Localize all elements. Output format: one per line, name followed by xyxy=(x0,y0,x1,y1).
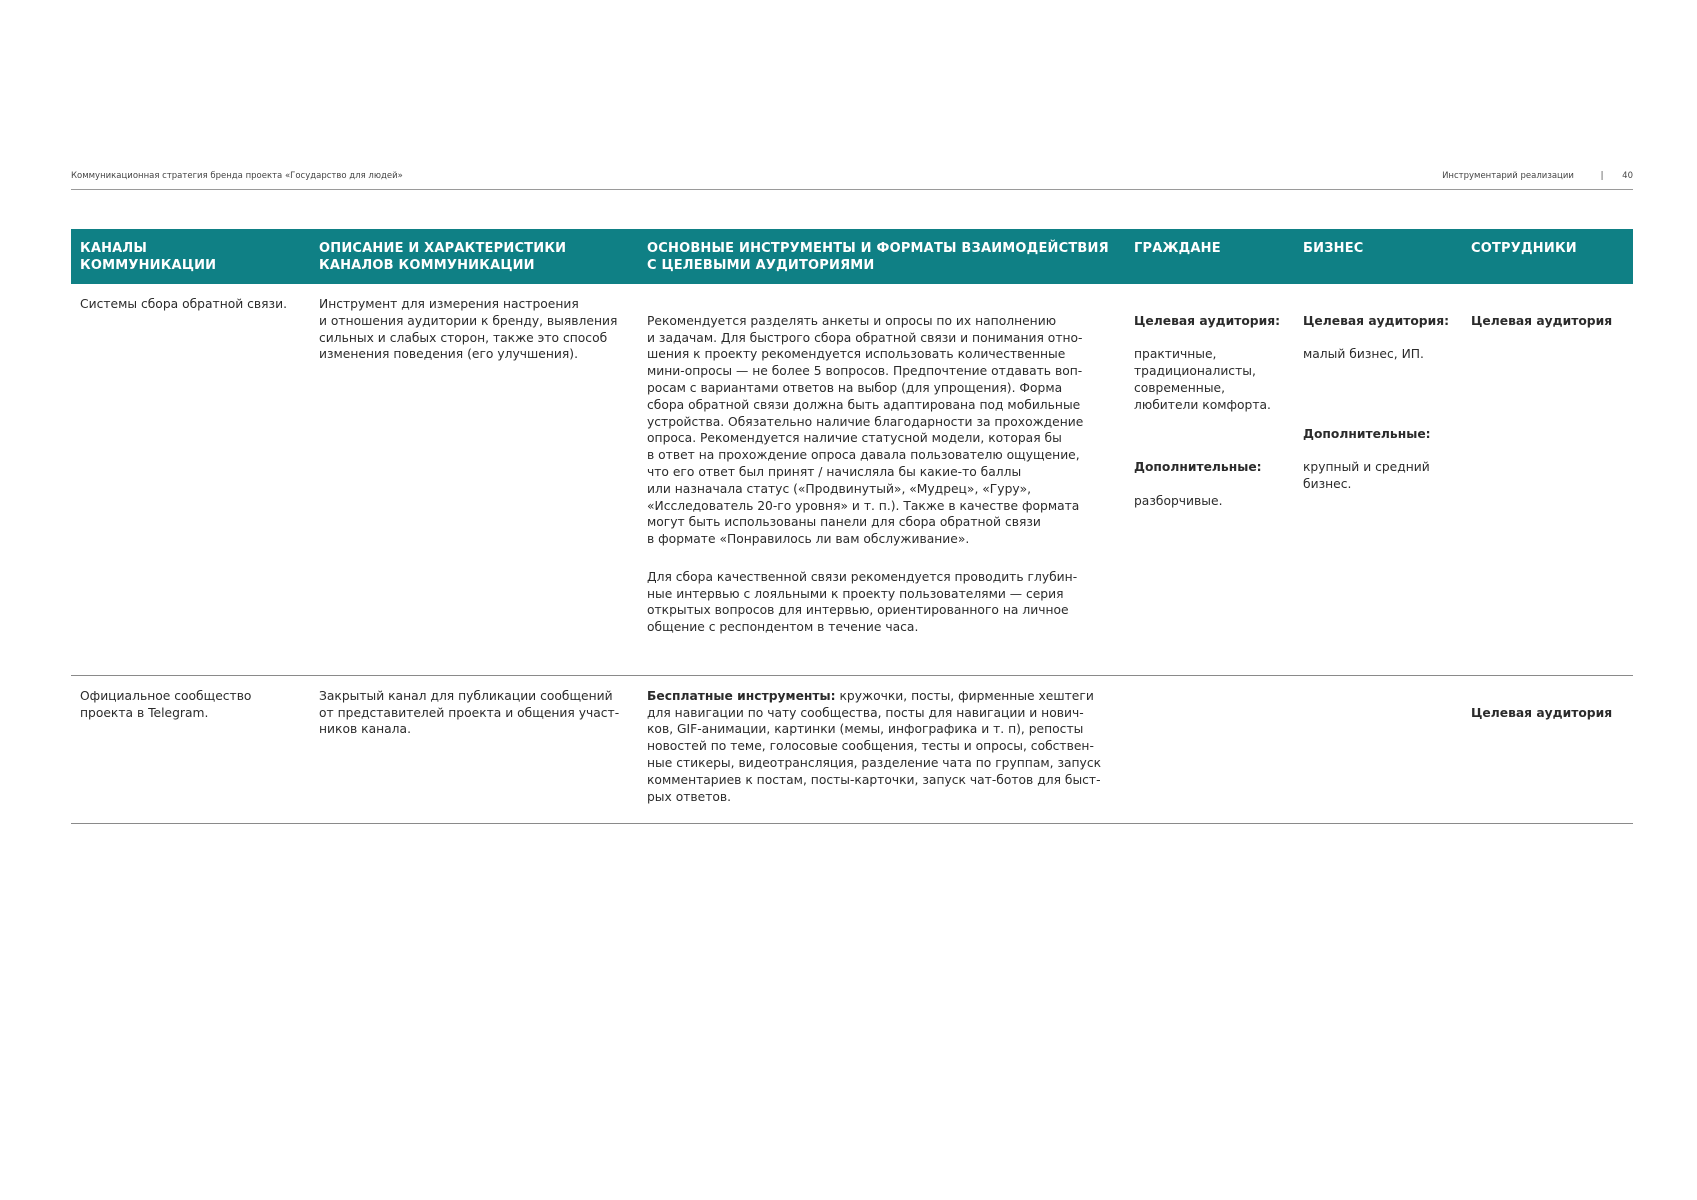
citizens-cell xyxy=(1125,676,1294,824)
page-number: 40 xyxy=(1622,171,1633,181)
citizens-target-text: практичные, традиционалисты, современные, любители комфорта. xyxy=(1134,347,1271,412)
employees-target-label: Целевая аудитория xyxy=(1471,313,1613,328)
citizens-additional-label: Дополнительные: xyxy=(1134,460,1262,475)
employees-cell xyxy=(1462,676,1633,824)
tools-cell xyxy=(638,284,1125,675)
employees-cell xyxy=(1462,284,1633,675)
header-employees: СОТРУДНИКИ xyxy=(1471,241,1577,256)
tools-cell xyxy=(638,676,1125,824)
citizens-additional-text: разборчивые. xyxy=(1134,493,1223,508)
tools-free-text: кружочки, посты, фирменные хештеги для навигации по чату сообщества, посты для навигации и нович- ков, GIF-анимации, картинки (мемы, инфографика и т. п), репосты новостей по теме, голосовые сообщения, тесты и опросы, собствен- ные стикеры, видеотрансляция, разделение чата по группам, запуск комментариев к постам, посты-карточки, запуск чат-ботов для быст- рых ответов. xyxy=(647,688,1102,804)
description-cell: Закрытый канал для публикации сообщений от представителей проекта и общения участ- ников канала. xyxy=(319,688,620,737)
header-separator: | xyxy=(1600,171,1604,181)
tools-paragraph: Для сбора качественной связи рекомендуется проводить глубин- ные интервью с лояльными к проекту пользователями — серия открытых вопросов для интервью, ориентированного на личное общение с респондентом в течение часа. xyxy=(647,569,1078,635)
document-title: Коммуникационная стратегия бренда проекта «Государство для людей» xyxy=(71,171,403,181)
header-divider xyxy=(71,189,1633,190)
header-channels: КАНАЛЫ КОММУНИКАЦИИ xyxy=(80,241,217,273)
business-target-text: малый бизнес, ИП. xyxy=(1303,347,1424,362)
citizens-cell xyxy=(1125,284,1294,675)
business-additional-text: крупный и средний бизнес. xyxy=(1303,460,1430,492)
header-business: БИЗНЕС xyxy=(1303,241,1364,256)
channels-table xyxy=(71,229,1633,824)
tools-free-label: Бесплатные инструменты: xyxy=(647,688,836,703)
description-cell: Инструмент для измерения настроения и отношения аудитории к бренду, выявления сильных и слабых сторон, также это способ изменения поведения (его улучшения). xyxy=(319,297,618,362)
citizens-target-label: Целевая аудитория: xyxy=(1134,313,1281,328)
business-additional-label: Дополнительные: xyxy=(1303,426,1431,441)
employees-target-label: Целевая аудитория xyxy=(1471,705,1613,720)
channel-cell: Системы сбора обратной связи. xyxy=(80,297,287,311)
table-header xyxy=(71,229,1633,284)
section-title: Инструментарий реализации xyxy=(1442,171,1574,181)
channel-cell: Официальное сообщество проекта в Telegram. xyxy=(80,688,252,720)
business-cell xyxy=(1294,676,1462,824)
section-and-page xyxy=(1442,171,1633,181)
header-tools: ОСНОВНЫЕ ИНСТРУМЕНТЫ И ФОРМАТЫ ВЗАИМОДЕЙСТВИЯ С ЦЕЛЕВЫМИ АУДИТОРИЯМИ xyxy=(647,241,1109,273)
tools-paragraph: Рекомендуется разделять анкеты и опросы по их наполнению и задачам. Для быстрого сбора обратной связи и понимания отно- шения к проекту рекомендуется использовать количественные мини-опросы — не более 5 вопросов. Предпочтение отдавать воп- росам с вариантами ответов на выбор (для упрощения). Форма сбора обратной связи должна быть адаптирована под мобильные устройства. Обязательно наличие благодарности за прохождение опроса. Рекомендуется наличие статусной модели, которая бы в ответ на прохождение опроса давала пользователю ощущение, что его ответ был принят / начисляла бы какие-то баллы или назначала статус («Продвинутый», «Мудрец», «Гуру», «Исследователь 20-го уровня» и т. п.). Также в качестве формата могут быть использованы панели для сбора обратной связи в формате «Понравилось ли вам обслуживание». xyxy=(647,313,1084,547)
running-header xyxy=(71,171,1633,189)
table-row xyxy=(71,676,1633,825)
business-cell xyxy=(1294,284,1462,675)
header-citizens: ГРАЖДАНЕ xyxy=(1134,241,1221,256)
business-target-label: Целевая аудитория: xyxy=(1303,313,1450,328)
header-description: ОПИСАНИЕ И ХАРАКТЕРИСТИКИ КАНАЛОВ КОММУНИКАЦИИ xyxy=(319,241,567,273)
table-row xyxy=(71,284,1633,676)
